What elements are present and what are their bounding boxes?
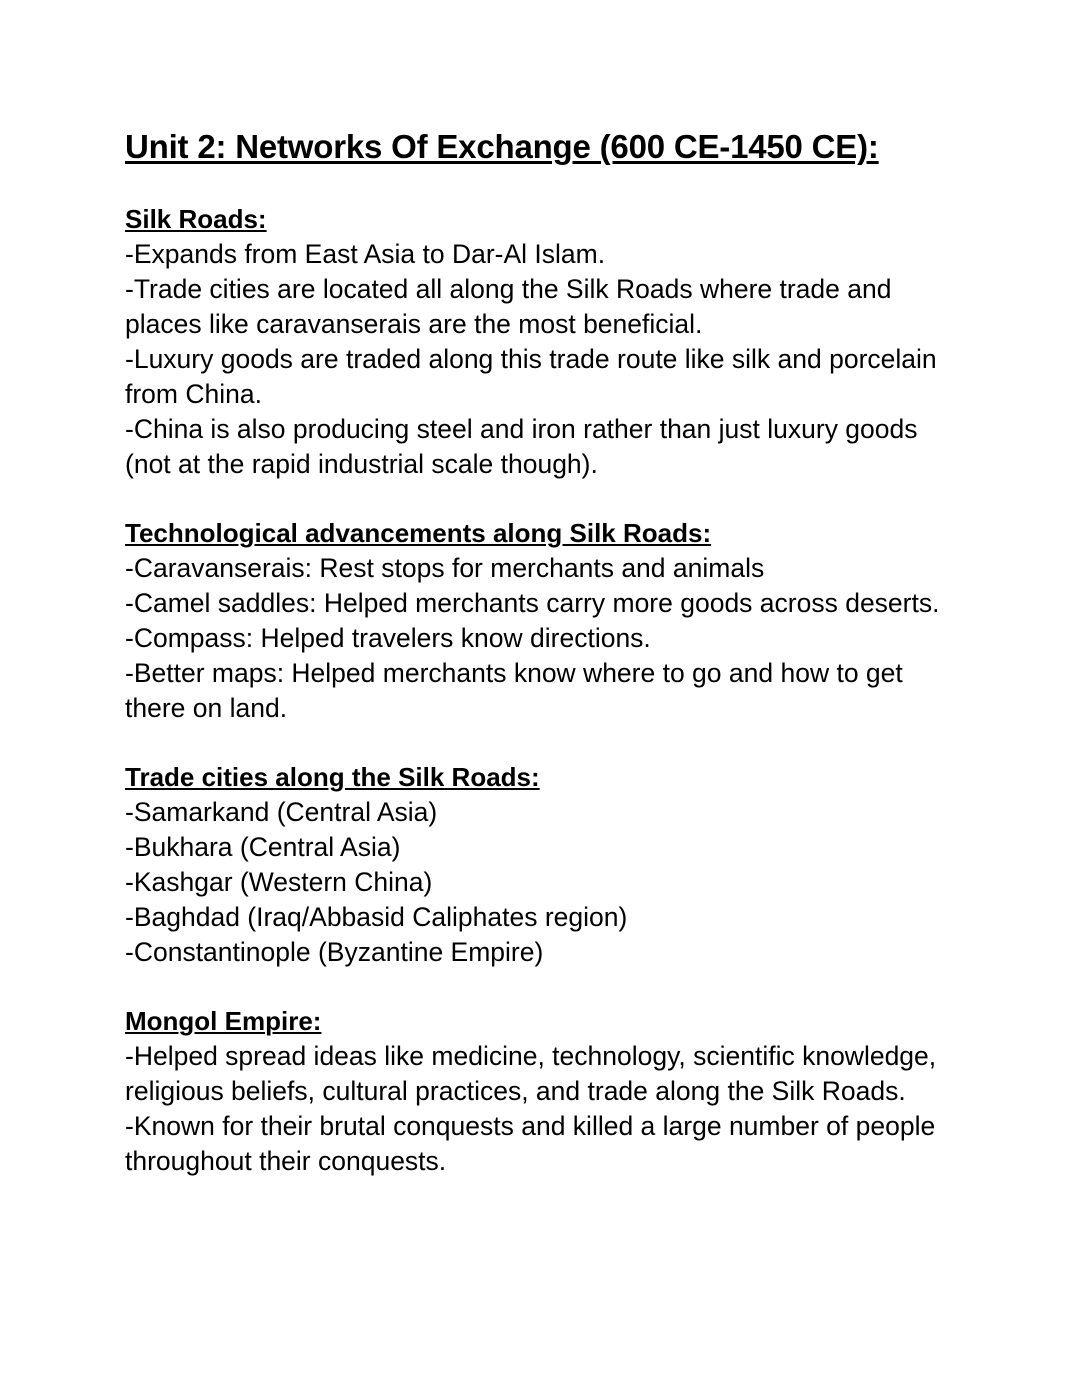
- body-line: -Compass: Helped travelers know directions.: [125, 623, 651, 653]
- body-line: -Constantinople (Byzantine Empire): [125, 937, 544, 967]
- section-mongol-empire: [125, 1004, 940, 1179]
- section-technological-advancements: [125, 516, 940, 726]
- page-title: [125, 128, 940, 166]
- body-line: -Trade cities are located all along the Silk Roads where trade and places like caravanserais are the most beneficial.: [125, 274, 892, 339]
- section-heading-text: Trade cities along the Silk Roads:: [125, 762, 540, 792]
- body-line: -Kashgar (Western China): [125, 867, 433, 897]
- body-line: -Luxury goods are traded along this trade route like silk and porcelain from China.: [125, 344, 937, 409]
- body-line: -Known for their brutal conquests and killed a large number of people throughout their conquests.: [125, 1111, 936, 1176]
- body-line: -Bukhara (Central Asia): [125, 832, 401, 862]
- body-line: -Helped spread ideas like medicine, technology, scientific knowledge, religious beliefs, cultural practices, and trade along the Silk Roads.: [125, 1041, 937, 1106]
- body-line: -Samarkand (Central Asia): [125, 797, 438, 827]
- page-title-text: Unit 2: Networks Of Exchange (600 CE-1450 CE):: [125, 128, 879, 165]
- section-heading-text: Silk Roads:: [125, 204, 267, 234]
- body-line: -China is also producing steel and iron rather than just luxury goods (not at the rapid industrial scale though).: [125, 414, 918, 479]
- section-heading-silk-roads: [125, 202, 940, 237]
- body-line: -Baghdad (Iraq/Abbasid Caliphates region): [125, 902, 628, 932]
- section-silk-roads: [125, 202, 940, 482]
- section-heading-text: Mongol Empire:: [125, 1006, 322, 1036]
- section-heading-technological-advancements: [125, 516, 940, 551]
- body-line: -Caravanserais: Rest stops for merchants and animals: [125, 553, 765, 583]
- body-line: -Camel saddles: Helped merchants carry more goods across deserts.: [125, 588, 940, 618]
- section-heading-text: Technological advancements along Silk Roads:: [125, 518, 712, 548]
- section-heading-trade-cities: [125, 760, 940, 795]
- section-heading-mongol-empire: [125, 1004, 940, 1039]
- body-line: -Better maps: Helped merchants know where to go and how to get there on land.: [125, 658, 903, 723]
- section-trade-cities: [125, 760, 940, 970]
- body-line: -Expands from East Asia to Dar-Al Islam.: [125, 239, 606, 269]
